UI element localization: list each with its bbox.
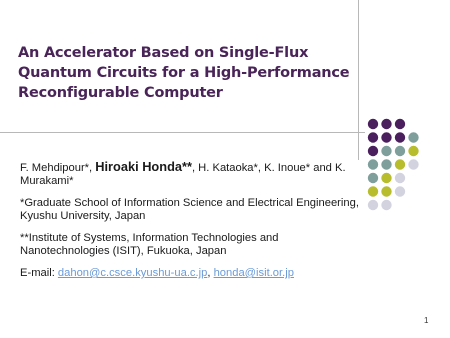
email-line [20, 267, 360, 280]
page-number: 1 [424, 316, 429, 325]
authors-line [20, 160, 360, 188]
affiliation-isit: **Institute of Systems, Information Technologies and Nanotechnologies (ISIT), Fukuoka, Japan [20, 232, 279, 257]
dot-purple [381, 132, 391, 142]
title-line-2: Quantum Circuits for a High-Performance [18, 65, 350, 81]
email-link-2[interactable]: honda@isit.or.jp [213, 267, 294, 279]
author-highlight: Hiroaki Honda** [95, 159, 192, 174]
dot-olive [395, 159, 405, 169]
dot-lavender [395, 186, 405, 196]
dot-teal [381, 146, 391, 156]
author-first: F. Mehdipour*, [20, 162, 96, 174]
email-label: E-mail: [20, 267, 58, 279]
dot-lavender [408, 159, 418, 169]
dot-lavender [395, 173, 405, 183]
dot-teal [395, 146, 405, 156]
author-rest: , H. Kataoka*, K. Inoue* and K. Murakami* [20, 162, 346, 187]
dot-olive [368, 186, 378, 196]
dot-teal [368, 173, 378, 183]
dot-purple [368, 132, 378, 142]
dot-olive [408, 146, 418, 156]
dot-purple [395, 119, 405, 129]
dot-olive [381, 173, 391, 183]
dot-teal [408, 132, 418, 142]
dot-teal [368, 159, 378, 169]
dot-purple [381, 119, 391, 129]
affiliation-kyushu: *Graduate School of Information Science and Electrical Engineering, Kyushu University, Japan [20, 197, 359, 222]
title-line-1: An Accelerator Based on Single-Flux [18, 45, 309, 61]
dot-lavender [381, 200, 391, 210]
dot-teal [381, 159, 391, 169]
dot-purple [368, 119, 378, 129]
dot-purple [368, 146, 378, 156]
dot-purple [395, 132, 405, 142]
slide-body [20, 160, 360, 289]
email-link-1[interactable]: dahon@c.csce.kyushu-ua.c.jp [57, 267, 208, 279]
email-separator: , [207, 267, 214, 279]
dot-olive [381, 186, 391, 196]
dot-lavender [368, 200, 378, 210]
title-line-3: Reconfigurable Computer [18, 85, 223, 101]
